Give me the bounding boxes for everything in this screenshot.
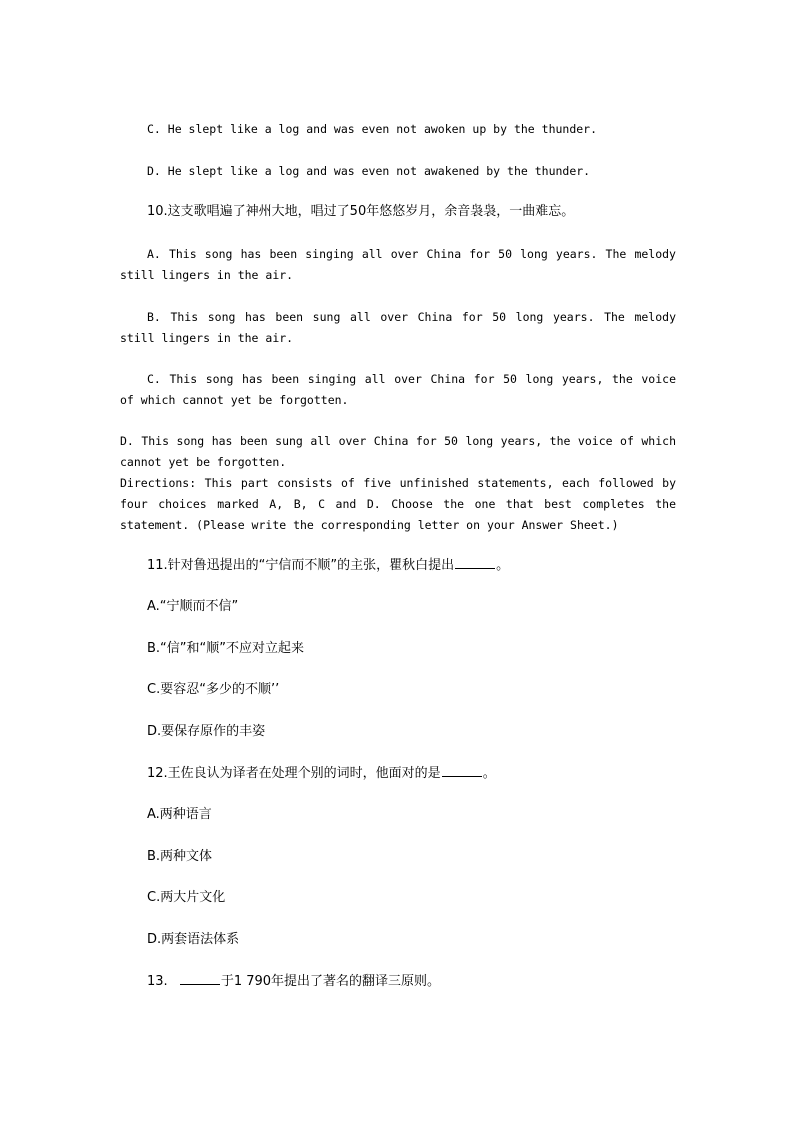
q12-option-c: C.两大片文化 xyxy=(147,890,226,905)
q10-option-b-line2: still lingers in the air. xyxy=(120,331,294,345)
q12-stem xyxy=(147,763,703,784)
q11-stem-text: 11.针对鲁迅提出的“宁信而不顺”的主张，瞿秋白提出 xyxy=(147,558,455,573)
directions-line1: Directions: This part consists of five unfinished statements, each followed by xyxy=(120,476,676,490)
q11-option-d: D.要保存原作的丰姿 xyxy=(147,724,266,739)
q10-option-c xyxy=(120,369,676,411)
q9-option-d: D. He slept like a log and was even not awakened by the thunder. xyxy=(147,164,591,178)
q12-stem-text: 12.王佐良认为译者在处理个别的词时，他面对的是 xyxy=(147,766,441,781)
q11-option-a: A.“宁顺而不信” xyxy=(147,599,239,614)
q12-option-a: A.两种语言 xyxy=(147,807,212,822)
q12-option-d: D.两套语法体系 xyxy=(147,932,240,947)
q11-answer-blank xyxy=(455,556,495,569)
q11-stem xyxy=(147,555,703,576)
q13-answer-blank xyxy=(180,972,220,985)
q10-option-c-line1: C. This song has been singing all over China for 50 long years, the voice xyxy=(147,372,676,386)
q10-option-c-line2: of which cannot yet be forgotten. xyxy=(120,393,349,407)
q12-option-b: B.两种文体 xyxy=(147,849,213,864)
q10-option-d-line1: D. This song has been sung all over China for 50 long years, the voice of which xyxy=(120,434,676,448)
q10-option-a xyxy=(120,244,676,286)
q13-stem-text: 于1 790年提出了著名的翻译三原则。 xyxy=(220,974,441,989)
q10-option-d-line2: cannot yet be forgotten. xyxy=(120,455,287,469)
q10-option-a-line1: A. This song has been singing all over China for 50 long years. The melody xyxy=(147,247,676,261)
directions-line2: four choices marked A, B, C and D. Choose the one that best completes the xyxy=(120,497,676,511)
q9-option-c: C. He slept like a log and was even not awoken up by the thunder. xyxy=(147,122,598,136)
q10-option-b-line1: B. This song has been sung all over China for 50 long years. The melody xyxy=(147,310,676,324)
q11-option-b: B.“信”和“顺”不应对立起来 xyxy=(147,641,304,656)
q10-stem: 10.这支歌唱遍了神州大地，唱过了50年悠悠岁月，余音袅袅，一曲难忘。 xyxy=(147,204,575,219)
q11-option-c: C.要容忍“多少的不顺’’ xyxy=(147,682,280,697)
q10-option-a-line2: still lingers in the air. xyxy=(120,268,294,282)
q10-option-b xyxy=(120,307,676,349)
q13-stem xyxy=(147,971,703,992)
directions xyxy=(120,473,676,536)
q12-answer-blank xyxy=(442,764,482,777)
directions-line3: statement. (Please write the corresponding letter on your Answer Sheet.) xyxy=(120,518,619,532)
q10-option-d xyxy=(120,431,676,473)
q13-number: 13. xyxy=(147,974,168,989)
q11-stem-end: 。 xyxy=(496,558,510,573)
q12-stem-end: 。 xyxy=(482,766,496,781)
